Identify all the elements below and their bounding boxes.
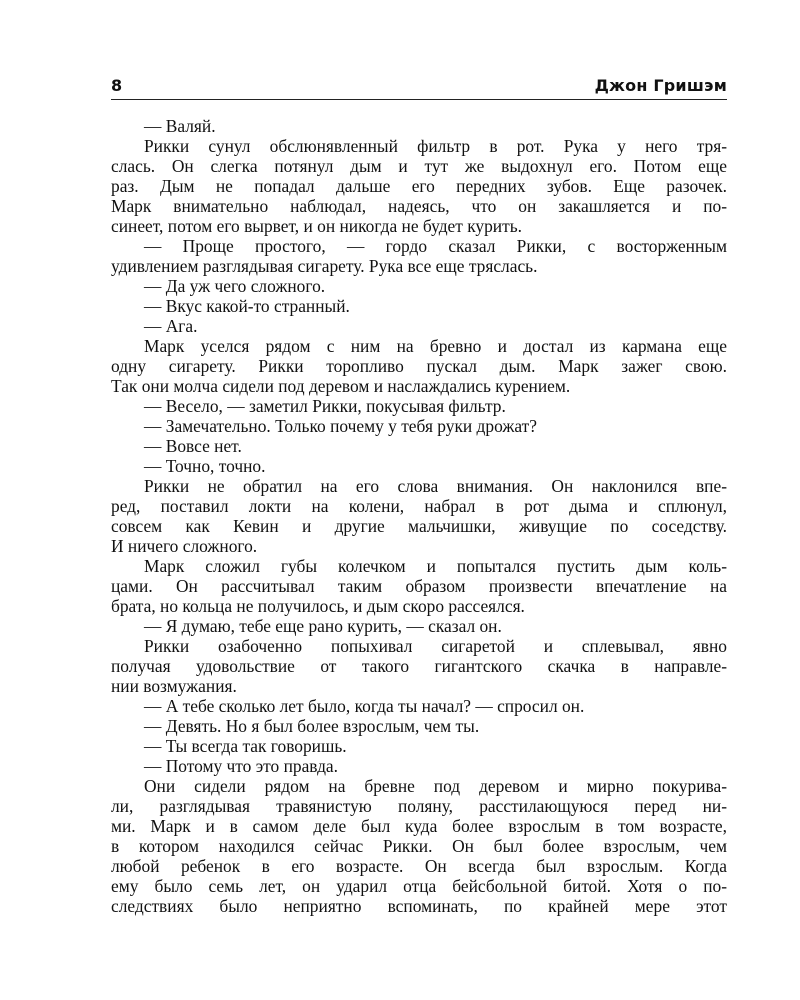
text-line: слась. Он слегка потянул дым и тут же выдохнул его. Потом еще <box>111 156 727 176</box>
text-line: — Весело, — заметил Рикки, покусывая фильтр. <box>144 396 506 416</box>
text-line: удивлением разглядывая сигарету. Рука все еще тряслась. <box>111 256 538 276</box>
text-line: раз. Дым не попадал дальше его передних зубов. Еще разочек. <box>111 176 727 196</box>
text-line: синеет, потом его вырвет, и он никогда не будет курить. <box>111 216 522 236</box>
text-line: в котором находился сейчас Рикки. Он был более взрослым, чем <box>111 836 727 856</box>
text-line: Рикки сунул обслюнявленный фильтр в рот. Рука у него тря- <box>144 136 727 156</box>
text-line: Они сидели рядом на бревне под деревом и мирно покурива- <box>144 776 727 796</box>
text-line: совсем как Кевин и другие мальчишки, живущие по соседству. <box>111 516 727 536</box>
text-line: — Точно, точно. <box>144 456 266 476</box>
text-line: Рикки озабоченно попыхивал сигаретой и сплевывал, явно <box>144 636 727 656</box>
text-line: Марк уселся рядом с ним на бревно и достал из кармана еще <box>144 336 727 356</box>
header-rule <box>111 99 727 100</box>
text-line: И ничего сложного. <box>111 536 258 556</box>
running-head-author: Джон Гришэм <box>594 76 727 95</box>
page-number: 8 <box>111 76 123 95</box>
text-line: — Да уж чего сложного. <box>144 276 326 296</box>
text-line: — Проще простого, — гордо сказал Рикки, с восторженным <box>144 236 727 256</box>
text-line: — А тебе сколько лет было, когда ты начал? — спросил он. <box>144 696 585 716</box>
text-line: Рикки не обратил на его слова внимания. Он наклонился впе- <box>144 476 727 496</box>
text-line: Марк сложил губы колечком и попытался пустить дым коль- <box>144 556 727 576</box>
text-line: ему было семь лет, он ударил отца бейсбольной битой. Хотя о по- <box>111 876 727 896</box>
text-line: цами. Он рассчитывал таким образом произвести впечатление на <box>111 576 727 596</box>
text-line: одну сигарету. Рикки торопливо пускал дым. Марк зажег свою. <box>111 356 727 376</box>
text-line: — Валяй. <box>144 116 216 136</box>
text-line: любой ребенок в его возрасте. Он всегда был взрослым. Когда <box>111 856 727 876</box>
text-line: — Вкус какой-то странный. <box>144 296 350 316</box>
text-line: Так они молча сидели под деревом и наслаждались курением. <box>111 376 571 396</box>
text-line: ли, разглядывая травянистую поляну, расстилающуюся перед ни- <box>111 796 727 816</box>
page-header <box>111 76 727 98</box>
text-line: — Замечательно. Только почему у тебя руки дрожат? <box>144 416 537 436</box>
text-line: ми. Марк и в самом деле был куда более взрослым в том возрасте, <box>111 816 727 836</box>
text-line: — Ты всегда так говоришь. <box>144 736 347 756</box>
text-line: брата, но кольца не получилось, и дым скоро рассеялся. <box>111 596 525 616</box>
text-line: — Ага. <box>144 316 198 336</box>
text-line: следствиях было неприятно вспоминать, по крайней мере этот <box>111 896 727 916</box>
text-line: Марк внимательно наблюдал, надеясь, что он закашляется и по- <box>111 196 727 216</box>
text-line: — Вовсе нет. <box>144 436 242 456</box>
text-line: ред, поставил локти на колени, набрал в рот дыма и сплюнул, <box>111 496 727 516</box>
text-line: — Девять. Но я был более взрослым, чем ты. <box>144 716 480 736</box>
text-line: — Я думаю, тебе еще рано курить, — сказал он. <box>144 616 502 636</box>
body-text <box>111 116 727 916</box>
text-line: нии возмужания. <box>111 676 237 696</box>
text-line: получая удовольствие от такого гигантского скачка в направле- <box>111 656 727 676</box>
text-line: — Потому что это правда. <box>144 756 338 776</box>
